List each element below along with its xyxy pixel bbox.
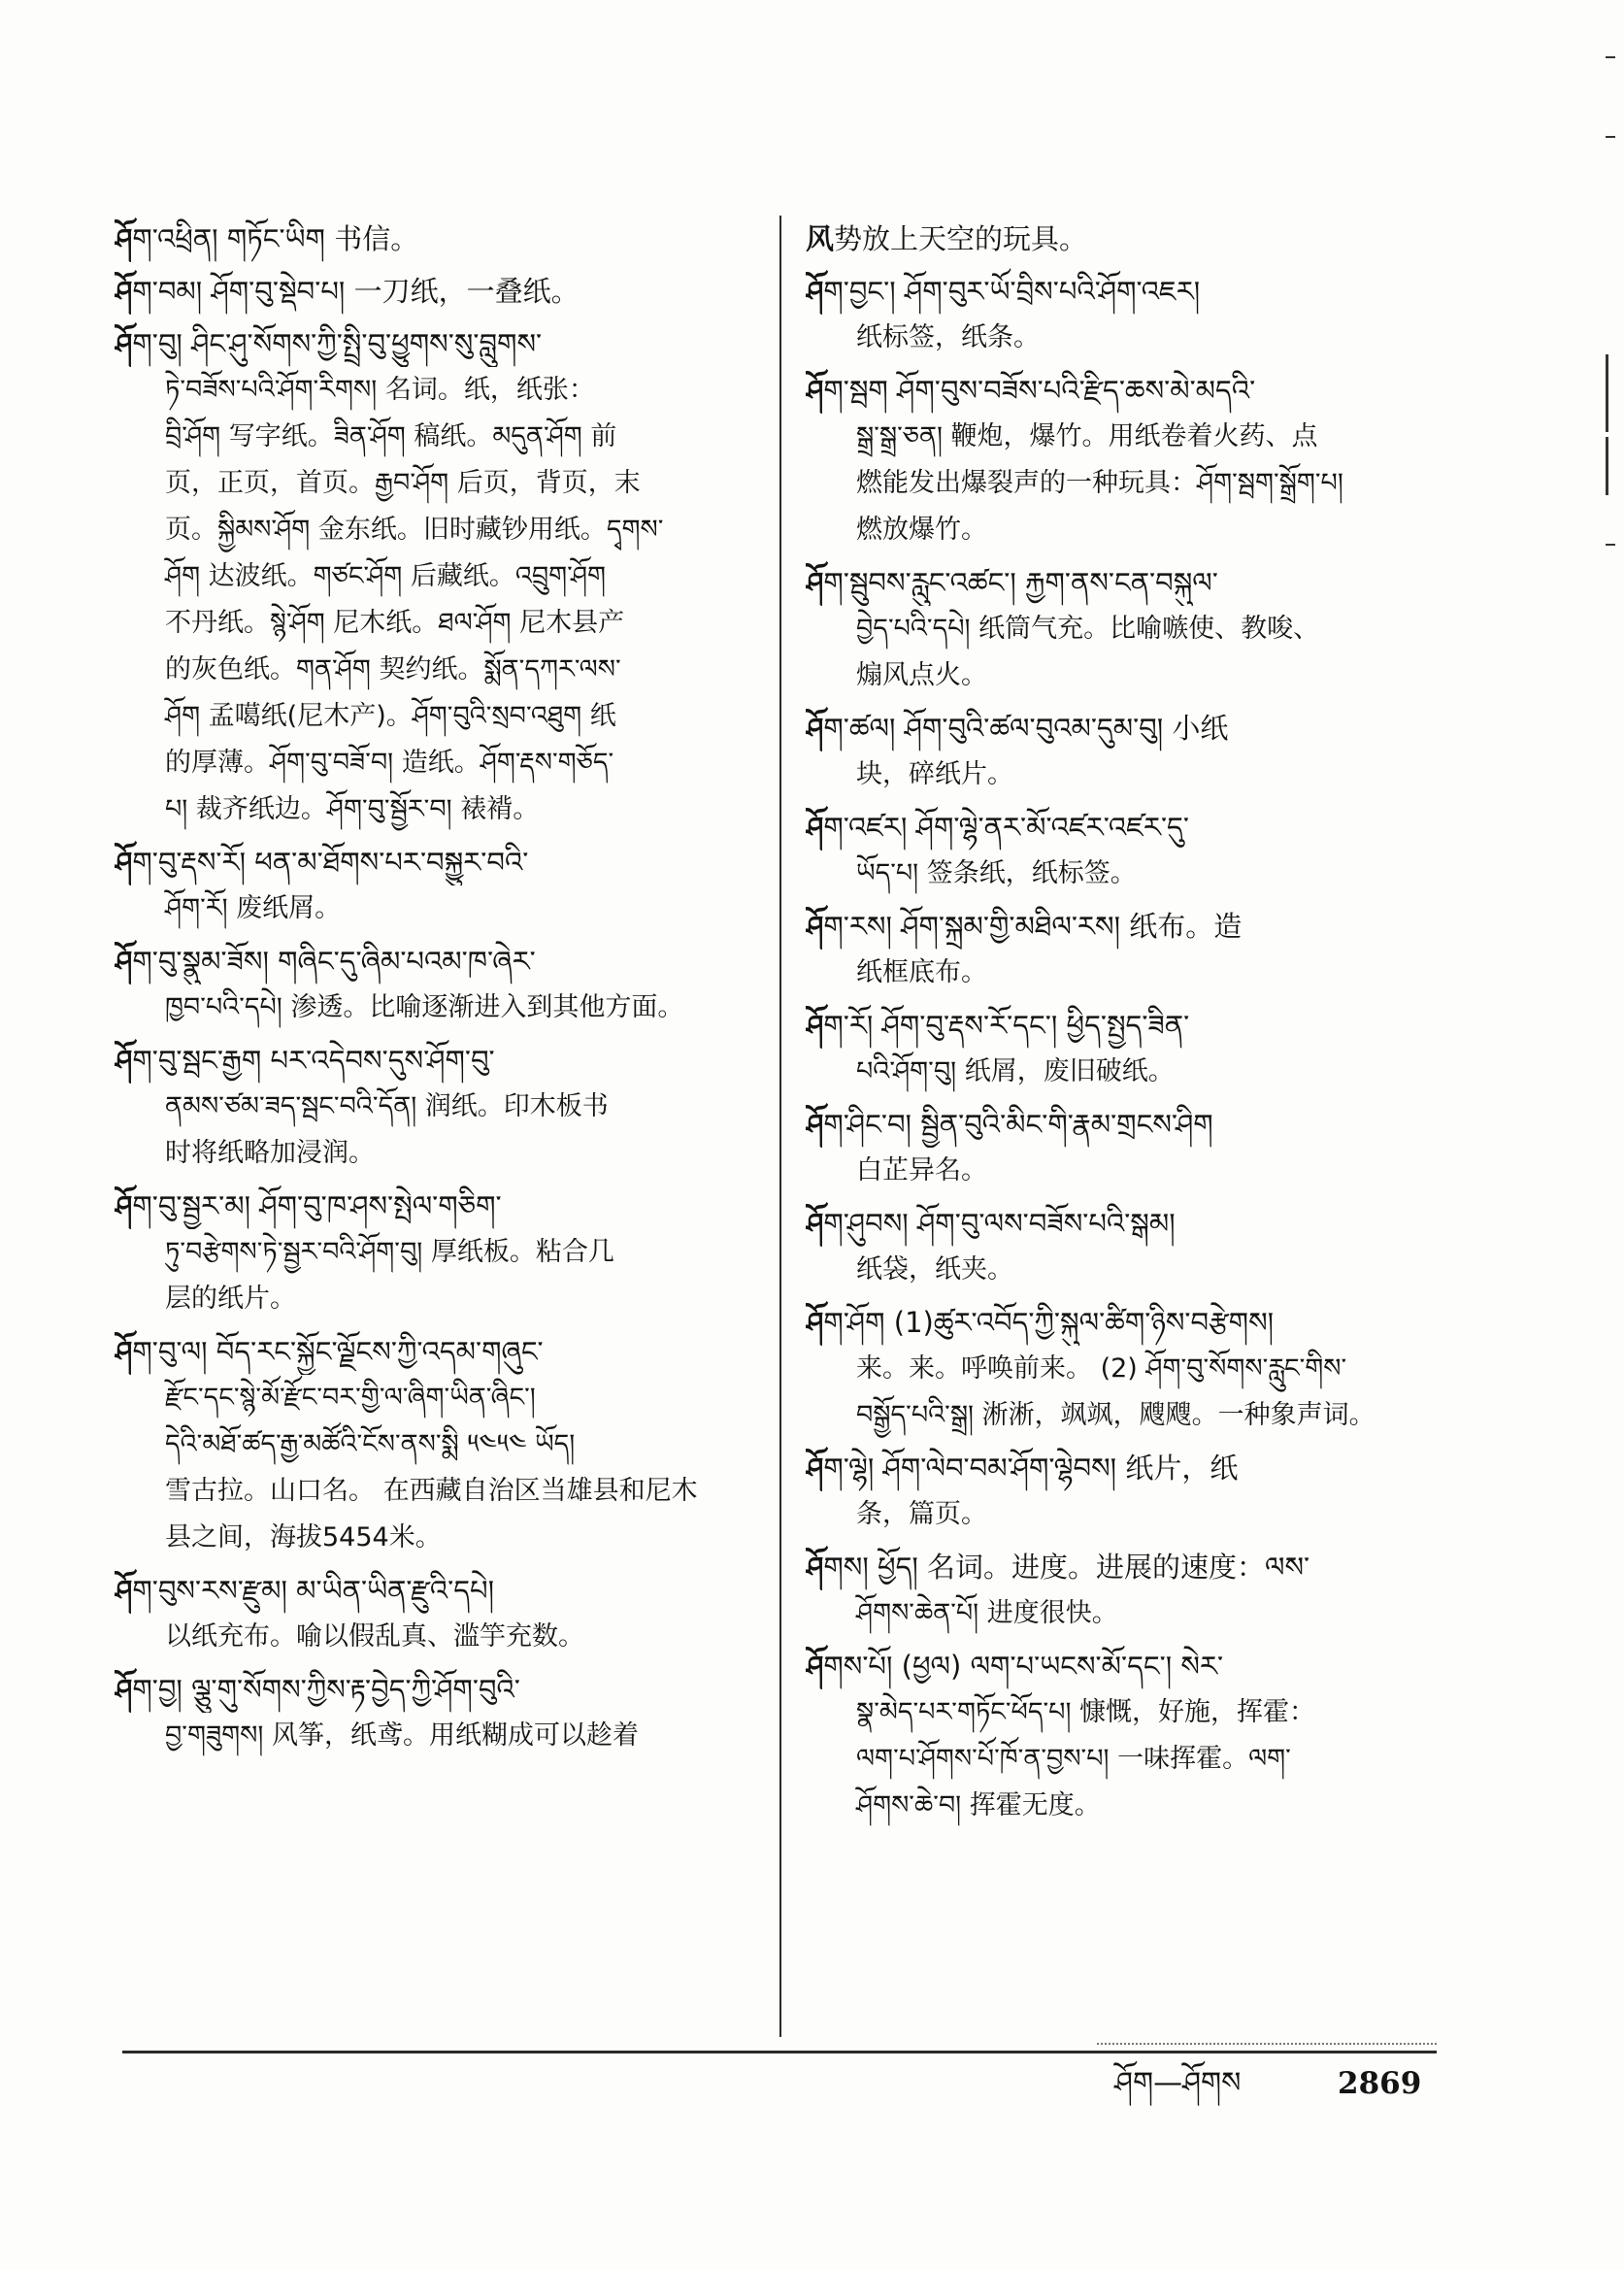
dictionary-entry [115, 839, 770, 932]
entry-headline: 风势放上天空的玩具。 [806, 222, 1088, 255]
dictionary-entry [115, 1328, 770, 1561]
scan-mark [1606, 544, 1615, 546]
dictionary-entry [115, 1567, 770, 1660]
entry-headline: ཤོག་བྱང་། ཤོག་བུར་ཡོ་བྲིས་པའི་ཤོག་འཇར། [806, 275, 1201, 308]
entry-line: 燃放爆竹。 [856, 515, 987, 545]
entry-line: 燃能发出爆裂声的一种玩具：ཤོག་སྦག་སྒྲོག་པ། [856, 468, 1343, 498]
entry-headline: ཤོག་བུ་སྦྱར་མ། ཤོག་བུ་ཁ་ཤས་སྤེལ་གཅིག་ [115, 1189, 502, 1222]
entry-headline: ཤོག་འཕྲིན། གཏོང་ཡིག 书信。 [115, 222, 419, 255]
entry-line: ལག་པ་ཤོགས་པོ་ཁོ་ན་བྱས་པ། 一味挥霍。ལག་ [856, 1744, 1291, 1774]
dictionary-entry [115, 1037, 770, 1177]
entry-line: དེའི་མཐོ་ཚད་རྒྱ་མཚོའི་ངོས་ནས་སྨི ༥༤༥༤ ཡོད། [165, 1429, 576, 1459]
entry-line: 不丹纸。སྙེ་ཤོག 尼木纸。ཐལ་ཤོག 尼木县产 [165, 608, 625, 638]
entry-headline: ཤོག་བུས་རས་རྫུམ། མ་ཡིན་ཡིན་རྫུའི་དཔེ། [115, 1574, 495, 1607]
entry-line: ཤོགས་ཆེན་པོ། 进度很快。 [856, 1598, 1118, 1628]
entry-line: པ། 裁齐纸边。ཤོག་བུ་སྦྱོར་བ། 裱褙。 [165, 794, 540, 824]
dictionary-entry [806, 1643, 1427, 1829]
entry-headline: ཤོག་རས། ཤོག་སྐྲམ་གྱི་མཐིལ་རས། 纸布。造 [806, 910, 1243, 943]
entry-line: 的厚薄。ཤོག་བུ་བཟོ་བ། 造纸。ཤོག་རྡས་གཅོད་ [165, 748, 614, 778]
entry-line: 层的纸片。 [165, 1284, 296, 1314]
footer-rule [122, 2051, 1437, 2053]
column-divider [779, 216, 781, 2037]
scan-mark [1606, 56, 1615, 58]
entry-line: 煽风点火。 [856, 660, 987, 690]
dictionary-entry [806, 268, 1427, 361]
dictionary-entry [806, 559, 1427, 699]
entry-headline: ཤོག་འཛར། ཤོག་ལྷེ་ནར་མོ་འཛར་འཛར་དུ་ [806, 811, 1189, 844]
entry-headline: ཤོག་རོ། ཤོག་བུ་རྡས་རོ་དང་། ཕྱིད་སྤྱད་ཟིན་ [806, 1009, 1190, 1042]
entry-headline: ཤོག་སྦག ཤོག་བུས་བཟོས་པའི་རྫིད་ཆས་མེ་མདའི་ [806, 374, 1256, 407]
dictionary-entry [115, 1666, 770, 1759]
dictionary-entry [806, 1544, 1427, 1637]
entry-line: 块，碎纸片。 [856, 759, 1013, 789]
entry-line: ཤོགས་ཆེ་བ། 挥霍无度。 [856, 1790, 1101, 1820]
entry-line: ཤོག 达波纸。གཙང་ཤོག 后藏纸。འབྲུག་ཤོག [165, 561, 607, 591]
entry-line: བསྒྱོད་པའི་སྒྲ། 淅淅，飒飒，飕飕。一种象声词。 [856, 1400, 1375, 1430]
entry-headline: ཤོག་བྱ། ལྕུ་གུ་སོགས་ཀྱིས་རྟ་བྱེད་ཀྱི་ཤོག་བུའི་ [115, 1673, 520, 1706]
dictionary-entry [806, 1200, 1427, 1293]
dictionary-entry [806, 1445, 1427, 1538]
dictionary-entry [806, 216, 1427, 262]
entry-headline: ཤོག་བུ་རྡས་རོ། ཕན་མ་ཐོགས་པར་བསྐྱུར་བའི་ [115, 846, 529, 879]
entry-line: 页。སྐྱིམས་ཤོག 金东纸。旧时藏钞用纸。དྭགས་ [165, 515, 664, 545]
entry-line: 来。来。呼唤前来。 (2) ཤོག་བུ་སོགས་རླུང་གིས་ [856, 1353, 1347, 1384]
entry-headline: ཤོག་བུ་སྣུམ་ཟོས། གཞིང་དུ་ཞིམ་པའམ་ཁ་ཞེར་ [115, 945, 536, 978]
entry-line: 的灰色纸。གན་ཤོག 契约纸。སྨོན་དཀར་ལས་ [165, 654, 621, 684]
footer-dotted-rule [1097, 2043, 1437, 2045]
entry-line: བྱ་གཟུགས། 风筝，纸鸢。用纸糊成可以趁着 [165, 1720, 639, 1751]
entry-headline: ཤོག་བུ་ལ། བོད་རང་སྐྱོང་ལྗོངས་ཀྱི་འདམ་གཞུང་ [115, 1335, 544, 1368]
entry-line: སྒྲ་སྒྲ་ཅན། 鞭炮，爆竹。用纸卷着火药、点 [856, 421, 1318, 451]
entry-line: བྱེད་པའི་དཔེ། 纸筒气充。比喻嗾使、教唆、 [856, 614, 1320, 644]
entry-headline: ཤོག་བུ། ཤིང་ཤུ་སོགས་ཀྱི་སྤྲི་བུ་ཕྱུགས་སུ་བླུགས་ [115, 327, 543, 360]
right-column [806, 216, 1427, 1835]
entry-line: 条，篇页。 [856, 1499, 987, 1529]
entry-line: སྣ་མེད་པར་གཏོང་ཕོད་པ། 慷慨，好施，挥霍： [856, 1697, 1316, 1727]
entry-line: ཁྱབ་པའི་དཔེ། 渗透。比喻逐渐进入到其他方面。 [165, 992, 684, 1022]
scan-mark [1606, 136, 1615, 138]
dictionary-entry [115, 320, 770, 833]
entry-line: 以纸充布。喻以假乱真、滥竽充数。 [165, 1621, 584, 1652]
entry-headline: ཤོག་བམ། ཤོག་བུ་སྡེབ་པ། 一刀纸，一叠纸。 [115, 275, 580, 308]
entry-line: ཏུ་བརྩེགས་ཏེ་སྦྱར་བའི་ཤོག་བུ། 厚纸板。粘合几 [165, 1237, 614, 1267]
dictionary-entry [806, 1002, 1427, 1095]
left-column [115, 216, 770, 1765]
entry-line: 纸袋，纸夹。 [856, 1254, 1013, 1285]
dictionary-entry [115, 268, 770, 315]
dictionary-entry [806, 1101, 1427, 1194]
dictionary-entry [806, 804, 1427, 897]
page-number: 2869 [1338, 2066, 1422, 2101]
scan-mark [1606, 354, 1608, 432]
scan-margin-marks [1602, 0, 1624, 2270]
entry-headline: ཤོག་ཤིང་བ། སྦྱིན་བུའི་མིང་གི་རྣམ་གྲངས་ཤིག [806, 1108, 1213, 1141]
entry-headline: ཤོག་ཤོག (1)ཚུར་འབོད་ཀྱི་སྐུལ་ཚིག་ཉིས་བརྩེགས། [806, 1306, 1275, 1339]
entry-line: 雪古拉。山口名。 在西藏自治区当雄县和尼木 [165, 1476, 698, 1506]
dictionary-entry [115, 1183, 770, 1322]
entry-line: ཤོག 孟噶纸(尼木产)。ཤོག་བུའི་སྲབ་འཐུག 纸 [165, 701, 616, 731]
scan-mark [1606, 437, 1608, 495]
entry-line: 白芷异名。 [856, 1155, 987, 1185]
entry-line: ཤོག་རོ། 废纸屑。 [165, 893, 342, 923]
entry-line: ཡོད་པ། 签条纸，纸标签。 [856, 858, 1137, 888]
entry-headline: ཤོག་བུ་སྦང་རྒྱག པར་འདེབས་དུས་ཤོག་བུ་ [115, 1044, 495, 1077]
dictionary-entry [806, 1299, 1427, 1439]
entry-headline: ཤོགས། ཕྱོད། 名词。进度。进展的速度：ལས་ [806, 1551, 1310, 1584]
dictionary-entry [806, 705, 1427, 798]
dictionary-entry [806, 367, 1427, 553]
entry-line: ནམས་ཙམ་ཟད་སྦང་བའི་དོན། 润纸。印木板书 [165, 1091, 609, 1121]
entry-line: 纸框底布。 [856, 957, 987, 987]
entry-line: 纸标签，纸条。 [856, 322, 1040, 352]
entry-headline: ཤོག་ཚལ། ཤོག་བུའི་ཚལ་བུའམ་དུམ་བུ། 小纸 [806, 712, 1229, 745]
entry-line: རྫོང་དང་སྙེ་མོ་རྫོང་བར་གྱི་ལ་ཞིག་ཡིན་ཞིང་། [165, 1383, 536, 1413]
entry-headline: ཤོག་ཤུབས། ཤོག་བུ་ལས་བཟོས་པའི་སྒམ། [806, 1207, 1176, 1240]
entry-headline: ཤོག་སྦུབས་རླུང་འཚང་། རྐྱག་ནས་ངན་བསྐུལ་ [806, 566, 1218, 599]
entry-line: 县之间，海拔5454米。 [165, 1522, 442, 1552]
dictionary-entry [115, 938, 770, 1031]
entry-headline: ཤོགས་པོ། (ཕྱལ) ལག་པ་ཡངས་མོ་དང་། སེར་ [806, 1650, 1224, 1683]
dictionary-entry [115, 216, 770, 262]
entry-line: ཏེ་བཟོས་པའི་ཤོག་རིགས། 名词。纸，纸张： [165, 375, 595, 405]
dictionary-entry [806, 903, 1427, 996]
entry-line: 页，正页，首页。རྒྱབ་ཤོག 后页，背页，末 [165, 468, 641, 498]
entry-headline: ཤོག་ལྷེ། ཤོག་ལེབ་བམ་ཤོག་ལྷེབས། 纸片，纸 [806, 1452, 1239, 1485]
entry-line: པའི་ཤོག་བུ། 纸屑，废旧破纸。 [856, 1056, 1175, 1086]
entry-line: བྲི་ཤོག 写字纸。ཟིན་ཤོག 稿纸。མདུན་ཤོག 前 [165, 421, 617, 451]
running-head: ཤོག—ཤོགས [1114, 2066, 1242, 2100]
entry-line: 时将纸略加浸润。 [165, 1138, 375, 1168]
